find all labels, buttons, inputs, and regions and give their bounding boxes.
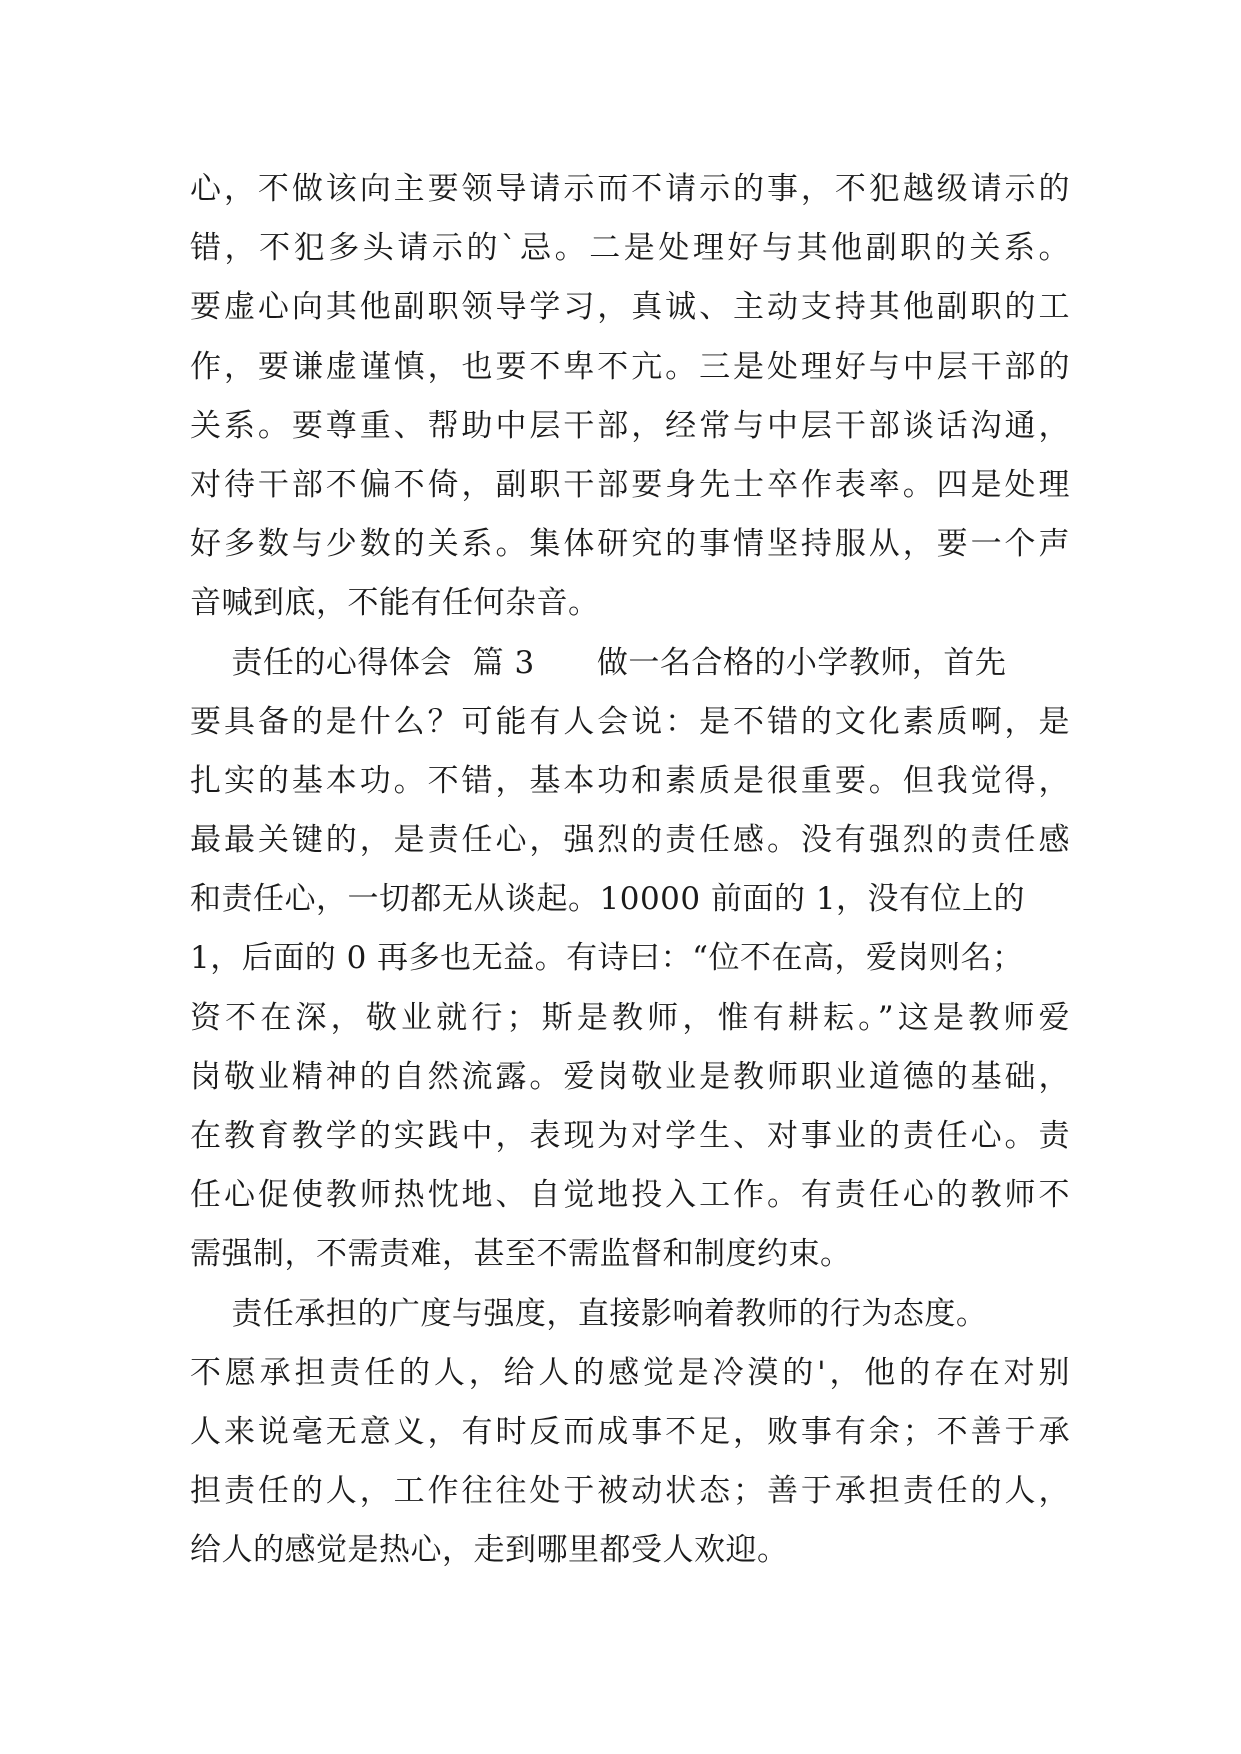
text-line: 1，后面的 0 再多也无益。有诗曰：“位不在高，爱岗则名； [190, 940, 1024, 977]
text-line: 要虚心向其他副职领导学习，真诚、主动支持其他副职的工 [190, 289, 1070, 326]
text-line: 要具备的是什么？可能有人会说：是不错的文化素质啊，是 [190, 703, 1070, 740]
text-line: 需强制，不需责难，甚至不需监督和制度约束。 [190, 1236, 852, 1273]
text-line: 任心促使教师热忱地、自觉地投入工作。有责任心的教师不 [190, 1177, 1070, 1214]
text-line: 最最关键的，是责任心，强烈的责任感。没有强烈的责任感 [190, 822, 1070, 859]
text-line: 在教育教学的实践中，表现为对学生、对事业的责任心。责 [190, 1118, 1070, 1154]
text-line: 音喊到底，不能有任何杂音。 [190, 585, 600, 622]
text-line: 好多数与少数的关系。集体研究的事情坚持服从，要一个声 [190, 526, 1070, 563]
text-line: 错，不犯多头请示的`忌。二是处理好与其他副职的关系。 [190, 230, 1070, 267]
text-line: 扎实的基本功。不错，基本功和素质是很重要。但我觉得， [190, 762, 1070, 799]
text-line: 对待干部不偏不倚，副职干部要身先士卒作表率。四是处理 [190, 466, 1070, 503]
text-line: 作，要谦虚谨慎，也要不卑不亢。三是处理好与中层干部的 [190, 348, 1070, 385]
body-text [190, 160, 1070, 1581]
text-line: 不愿承担责任的人，给人的感觉是冷漠的'，他的存在对别 [190, 1354, 1070, 1391]
text-line: 岗敬业精神的自然流露。爱岗敬业是教师职业道德的基础， [190, 1058, 1070, 1095]
text-line: 给人的感觉是热心，走到哪里都受人欢迎。 [190, 1532, 789, 1569]
text-line: 人来说毫无意义，有时反而成事不足，败事有余；不善于承 [190, 1413, 1070, 1450]
text-line: 责任的心得体会 篇 3 做一名合格的小学教师，首先 [190, 644, 1007, 681]
text-line: 责任承担的广度与强度，直接影响着教师的行为态度。 [190, 1295, 988, 1332]
text-line: 心，不做该向主要领导请示而不请示的事，不犯越级请示的 [190, 171, 1070, 207]
text-line: 资不在深，敬业就行；斯是教师，惟有耕耘。”这是教师爱 [190, 999, 1070, 1036]
text-line: 担责任的人，工作往往处于被动状态；善于承担责任的人， [190, 1473, 1070, 1510]
text-line: 和责任心，一切都无从谈起。10000 前面的 1，没有位上的 [190, 881, 1026, 918]
text-line: 关系。要尊重、帮助中层干部，经常与中层干部谈话沟通， [190, 407, 1070, 444]
